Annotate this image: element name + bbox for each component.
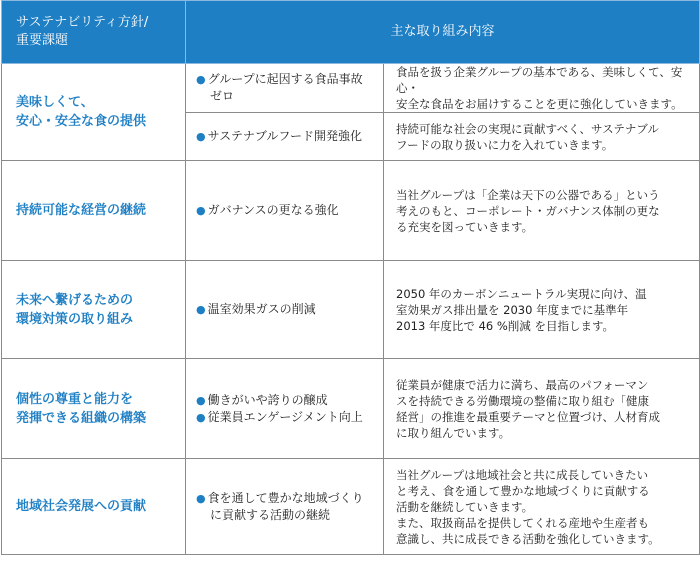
policy-text: 地域社会発展への貢献 [16,499,147,514]
policy-text: 持続可能な経営の継続 [16,203,147,218]
action-label: 従業員エンゲージメント向上 [207,409,363,424]
table-row [2,359,700,459]
description-text: 当社グループは地域社会と共に成長していきたい [396,467,649,482]
bullet-icon: ● [196,491,206,505]
bullet-icon: ● [196,410,206,424]
policy-text: 個性の尊重と能力を [16,391,134,407]
action-label: 食を通して豊かな地域づくり [207,490,364,505]
header-actions: 主な取り組み内容 [186,1,700,64]
description-cell [384,459,700,555]
policy-text: 美味しくて、 [16,95,94,110]
description-text: 活動を継続していきます。 [396,499,534,514]
description-text: フードの取り扱いに力を入れていきます。 [396,137,614,152]
policy-text: 安心・安全な食の提供 [16,114,147,129]
action-cell [186,64,384,113]
description-cell [384,113,700,161]
sustainability-table [1,0,700,555]
action-cell [186,459,384,555]
description-text: また、取扱商品を提供してくれる産地や生産者も [396,515,649,530]
action-cell [186,359,384,459]
description-text: る充実を図っていきます。 [396,219,534,234]
bullet-icon: ● [196,130,206,143]
table-row [2,261,700,359]
description-text: 考えのもと、コーポレート・ガバナンス体制の更な [396,203,660,218]
action-cell [186,113,384,161]
header-policy-line1: サステナビリティ方針/ [16,15,149,30]
action-label: サステナブルフード開発強化 [207,129,363,143]
action-label: グループに起因する食品事故 [207,72,363,86]
description-cell [384,359,700,459]
description-text: 経営」の推進を最重要テーマと位置づけ、人材育成 [396,409,661,424]
policy-cell [2,64,186,161]
description-text: 食品を扱う企業グループの基本である、美味しくて、安心・ [396,65,683,95]
header-policy-line2: 重要課題 [16,33,69,48]
description-text: 当社グループは「企業は天下の公器である」という [396,187,660,202]
description-text: 安全な食品をお届けすることを更に強化していきます。 [396,97,683,111]
bullet-icon: ● [196,393,206,407]
description-cell [384,64,700,113]
policy-text: 発揮できる組織の構築 [16,410,147,426]
description-text: 2013 年度比で 46 %削減 を目指します。 [396,318,615,333]
action-label: ガバナンスの更なる強化 [207,203,339,217]
bullet-icon: ● [196,204,206,217]
bullet-icon: ● [196,303,206,316]
description-text: 室効果ガス排出量を 2030 年度までに基準年 [396,302,629,317]
table-row [2,64,700,113]
description-text: 2050 年のカーボンニュートラル実現に向け、温 [396,286,647,301]
table-row [2,459,700,555]
description-cell [384,261,700,359]
header-row [2,1,700,64]
policy-text: 環境対策の取り組み [16,311,134,327]
policy-cell [2,261,186,359]
action-label: に貢献する活動の継続 [210,507,331,522]
policy-cell [2,161,186,261]
bullet-icon: ● [196,73,206,86]
description-text: 意識し、共に成長できる活動を強化していきます。 [396,531,660,546]
action-cell [186,261,384,359]
action-label: ゼロ [210,89,235,103]
action-cell [186,161,384,261]
description-text: に取り組んでいます。 [396,425,511,440]
policy-text: 未来へ繋げるための [16,292,134,308]
description-text: スを持続できる労働環境の整備に取り組む「健康 [396,393,649,408]
description-text: と考え、食を通して豊かな地域づくりに貢献する [396,483,650,498]
policy-cell [2,359,186,459]
description-cell [384,161,700,261]
header-policy [2,1,186,64]
table-row [2,161,700,261]
description-text: 従業員が健康で活力に満ち、最高のパフォーマン [396,377,649,392]
action-label: 温室効果ガスの削減 [207,302,316,316]
policy-cell [2,459,186,555]
description-text: 持続可能な社会の実現に貢献すべく、サステナブル [396,121,659,136]
action-label: 働きがいや誇りの醸成 [207,392,328,407]
